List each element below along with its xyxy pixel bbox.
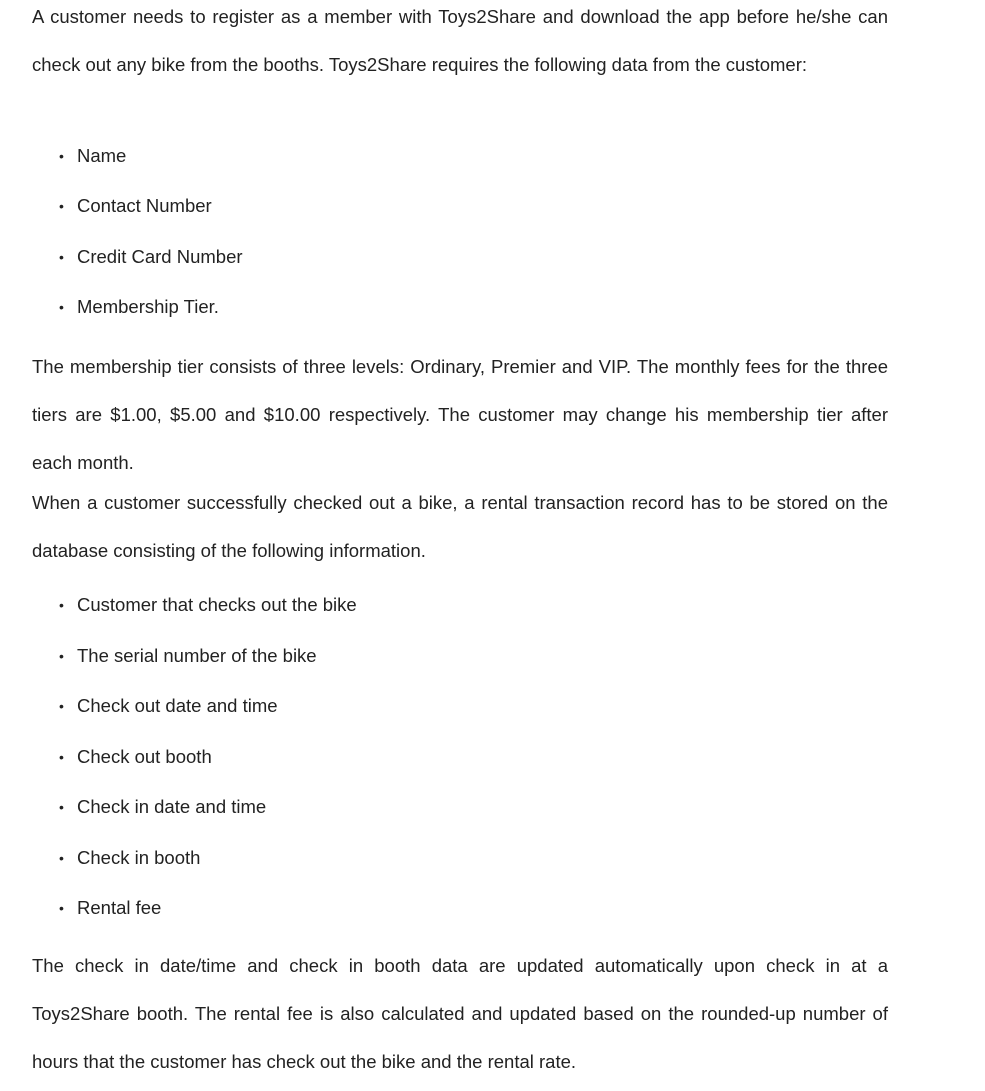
list-item-text: Check in booth	[77, 846, 201, 868]
list-item	[59, 782, 357, 833]
bullet-icon: •	[59, 799, 64, 815]
list-item-text: Check out date and time	[77, 695, 278, 716]
list-item-text: Contact Number	[77, 195, 212, 217]
list-item-text: Check out booth	[77, 745, 212, 767]
list-item-text: Check in date and time	[77, 796, 267, 817]
bullet-icon: •	[59, 198, 64, 215]
list-item	[59, 580, 357, 631]
bullet-icon: •	[59, 148, 64, 164]
customer-fields-list	[59, 131, 243, 332]
list-item	[59, 232, 243, 282]
bullet-icon: •	[59, 900, 64, 916]
bullet-icon: •	[59, 698, 64, 714]
bullet-icon: •	[59, 248, 64, 265]
list-item	[59, 181, 243, 231]
list-item	[59, 631, 357, 682]
list-item-text: The serial number of the bike	[77, 644, 317, 666]
list-item-text: Credit Card Number	[77, 245, 243, 267]
bullet-icon: •	[59, 647, 64, 664]
list-item	[59, 883, 357, 934]
list-item-text: Rental fee	[77, 897, 162, 918]
list-item-text: Name	[77, 145, 127, 166]
list-item	[59, 681, 357, 732]
bullet-icon: •	[59, 849, 64, 866]
bullet-icon: •	[59, 298, 64, 315]
list-item-text: Customer that checks out the bike	[77, 594, 357, 615]
bullet-icon: •	[59, 748, 64, 765]
bullet-icon: •	[59, 597, 64, 613]
membership-paragraph: The membership tier consists of three levels: Ordinary, Premier and VIP. The monthly fees for the three tiers are $1.00, $5.00 and $10.00 respectively. The customer may change his membership tier after each month.	[32, 356, 888, 473]
intro-paragraph: A customer needs to register as a member with Toys2Share and download the app before he/she can check out any bike from the booths. Toys2Share requires the following data from the customer:	[32, 6, 888, 75]
transaction-fields-list	[59, 580, 357, 934]
list-item	[59, 833, 357, 884]
list-item-text: Membership Tier.	[77, 295, 219, 317]
closing-paragraph: The check in date/time and check in booth data are updated automatically upon check in at a Toys2Share booth. The rental fee is also calculated and updated based on the rounded-up number of hours that the customer has check out the bike and the rental rate.	[32, 955, 888, 1072]
list-item	[59, 732, 357, 783]
list-item	[59, 282, 243, 332]
transaction-intro-paragraph: When a customer successfully checked out a bike, a rental transaction record has to be stored on the database consisting of the following information.	[32, 492, 888, 561]
list-item	[59, 131, 243, 181]
